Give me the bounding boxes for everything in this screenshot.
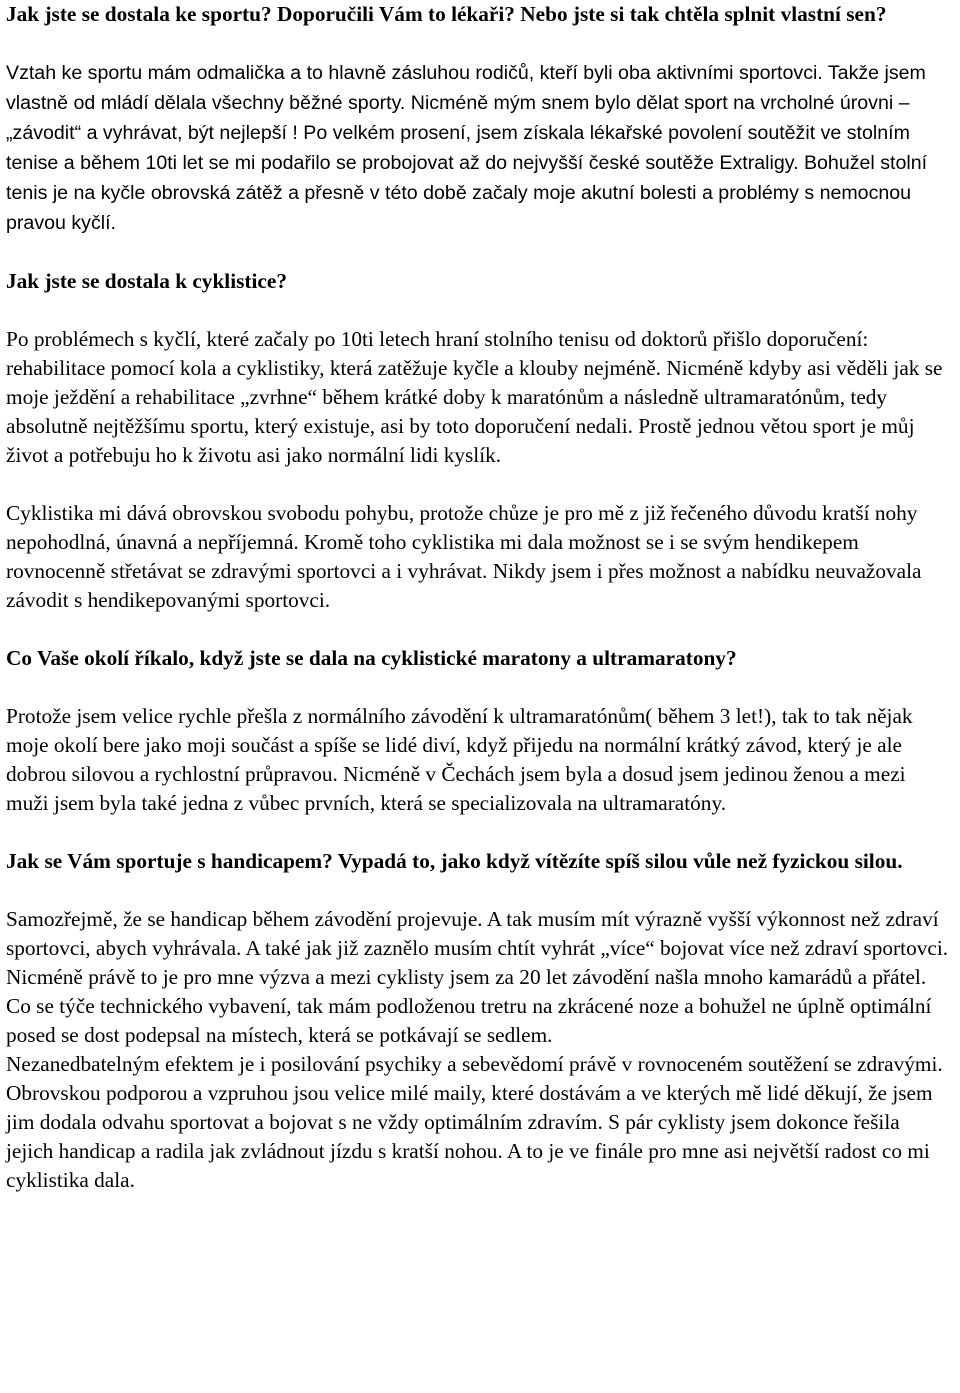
spacer xyxy=(6,238,950,267)
answer-4-paragraph-3: Nezanedbatelným efektem je i posilování psychiky a sebevědomí právě v rovnoceném soutěžení se zdravými. Obrovskou podporou a vzpruhou jsou velice milé maily, které dostávám a ve kterých mě lidé děkují, že jsem jim dodala odvahu sportovat a bojovat s ne vždy optimálním zdravím. S pár cyklisty jsem dokonce řešila jejich handicap a radila jak zvládnout jízdu s kratší nohou. A to je ve finále pro mne asi největší radost co mi cyklistika dala. xyxy=(6,1052,943,1192)
question-3: Co Vaše okolí říkalo, když jste se dala na cyklistické maratony a ultramaratony? xyxy=(6,646,737,670)
answer-1 xyxy=(6,58,950,238)
answer-4-paragraph-1: Samozřejmě, že se handicap během závodění projevuje. A tak musím mít výrazně vyšší výkonnost než zdraví sportovci, abych vyhrávala. A také jak již zaznělo musím chtít vyhrát „více“ bojovat více než zdraví sportovci. Nicméně právě to je pro mne výzva a mezi cyklisty jsem za 20 let závodění našla mnoho kamarádů a přátel. xyxy=(6,907,949,989)
question-2: Jak jste se dostala k cyklistice? xyxy=(6,269,287,293)
spacer xyxy=(6,615,950,644)
answer-2-paragraph-2: Cyklistika mi dává obrovskou svobodu pohybu, protože chůze je pro mě z již řečeného důvodu kratší nohy nepohodlná, únavná a nepříjemná. Kromě toho cyklistika mi dala možnost se i se svým hendikepem rovnocenně střetávat se zdravými sportovci a i vyhrávat. Nikdy jsem i přes možnost a nabídku neuvažovala závodit s hendikepovanými sportovci. xyxy=(6,501,922,612)
answer-1-sans-part-2: Bohužel stolní tenis je na kyčle obrovská zátěž a přesně v této době začaly moje akutní bolesti a problémy s nemocnou pravou kyčlí. xyxy=(6,152,928,234)
spacer xyxy=(6,470,950,499)
spacer xyxy=(6,818,950,847)
spacer xyxy=(6,29,950,58)
answer-3: Protože jsem velice rychle přešla z normálního závodění k ultramaratónům( během 3 let!), tak to tak nějak moje okolí bere jako moji součást a spíše se lidé diví, když přijedu na normální krátký závod, který je ale dobrou silovou a rychlostní průpravou. Nicméně v Čechách jsem byla a dosud jsem jedinou ženou a mezi muži jsem byla také jedna z vůbec prvních, která se specializovala na ultramaratóny. xyxy=(6,704,913,815)
answer-2-paragraph-1: Po problémech s kyčlí, které začaly po 10ti letech hraní stolního tenisu od doktorů přišlo doporučení: rehabilitace pomocí kola a cyklistiky, která zatěžuje kyčle a klouby nejméně. Nicméně kdyby asi věděli jak se moje ježdění a rehabilitace „zvrhne“ během krátké doby k maratónům a následně ultramaratónům, tedy absolutně nejtěžšímu sportu, který existuje, asi by toto doporučení nedali. Prostě jednou větou sport je můj život a potřebuju ho k životu asi jako normální lidi kyslík. xyxy=(6,327,943,467)
question-4: Jak se Vám sportuje s handicapem? Vypadá to, jako když vítězíte spíš silou vůle než fyzickou silou. xyxy=(6,849,903,873)
answer-4-paragraph-2: Co se týče technického vybavení, tak mám podloženou tretru na zkrácené noze a bohužel ne úplně optimální posed se dost podepsal na místech, která se potkávají se sedlem. xyxy=(6,994,932,1047)
answer-1-sans-part: Vztah ke sportu mám odmalička a to hlavně zásluhou rodičů, kteří byli oba aktivními sportovci. Takže jsem vlastně od mládí dělala všechny běžné sporty. Nicméně mým snem bylo dělat sport na vrcholné úrovni – „závodit“ a vyhrávat, být nejlepší ! Po velkém prosení, jsem získala lékařské povolení soutěžit ve stolním tenise a během 10ti let se mi podařilo se probojovat až do nejvyšší české soutěže Extraligy. xyxy=(6,62,926,174)
question-1: Jak jste se dostala ke sportu? Doporučili Vám to lékaři? Nebo jste si tak chtěla splnit vlastní sen? xyxy=(6,2,887,26)
spacer xyxy=(6,673,950,702)
spacer xyxy=(6,876,950,905)
spacer xyxy=(6,296,950,325)
